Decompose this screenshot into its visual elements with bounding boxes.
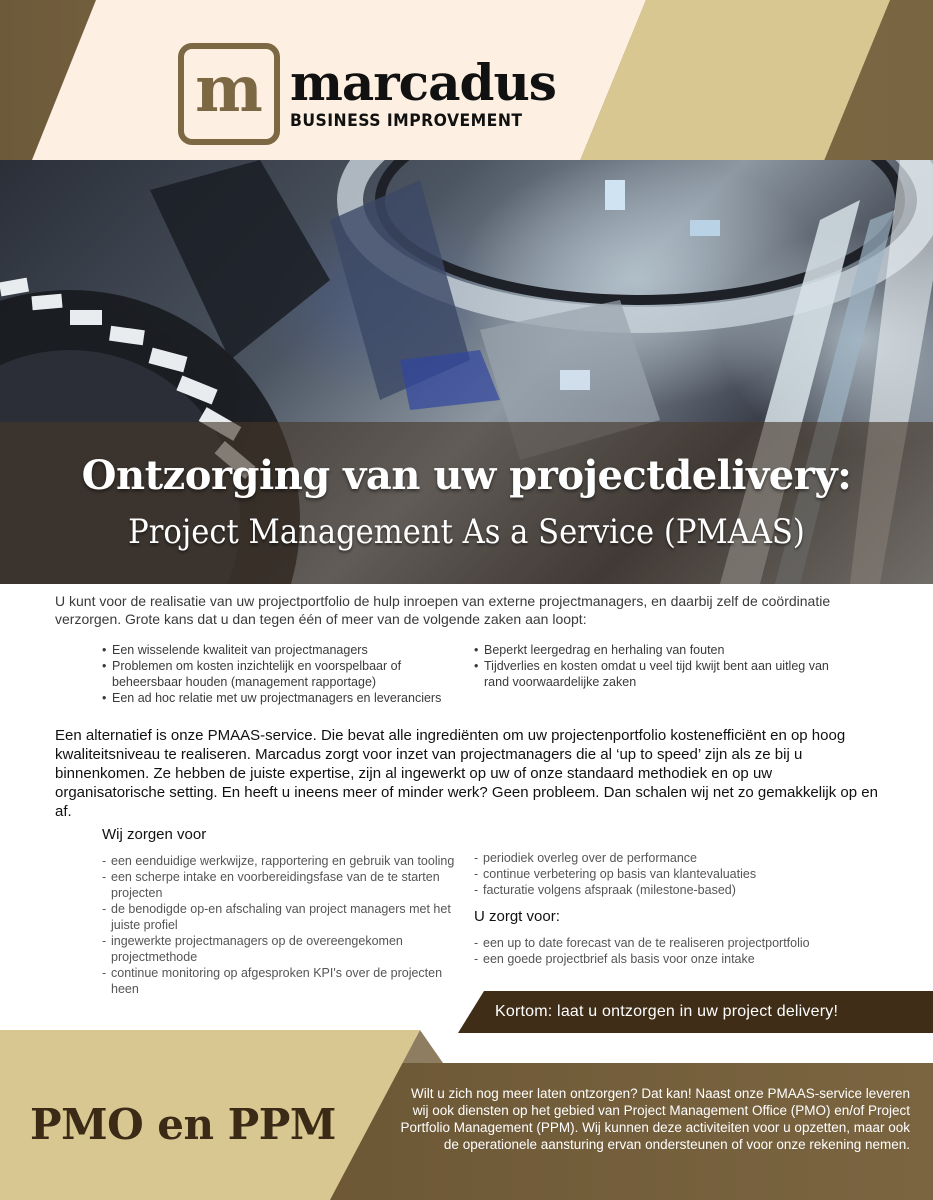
wij-zorgen-list-right	[474, 850, 854, 898]
list-item: - een goede projectbrief als basis voor onze intake	[474, 951, 854, 967]
list-item: - een eenduidige werkwijze, rapportering en gebruik van tooling	[102, 853, 462, 869]
hero-title: Ontzorging van uw projectdelivery:	[81, 452, 852, 499]
list-item: • Een ad hoc relatie met uw projectmanagers en leveranciers	[102, 690, 472, 706]
list-item: • Problemen om kosten inzichtelijk en voorspelbaar of beheersbaar houden (management rapportage)	[102, 658, 472, 690]
hero-subtitle: Project Management As a Service (PMAAS)	[128, 512, 805, 552]
kortom-text: Kortom: laat u ontzorgen in uw project delivery!	[495, 1003, 839, 1020]
list-item: - de benodigde op-en afschaling van project managers met het juiste profiel	[102, 901, 462, 933]
pmo-ppm-title: PMO en PPM	[30, 1100, 336, 1149]
hero-gears-image	[0, 160, 933, 584]
brand-name: marcadus	[290, 53, 556, 112]
problem-list-left	[102, 642, 472, 706]
header-banner	[0, 0, 933, 170]
logo-wordmark	[290, 53, 556, 131]
list-item: - een up to date forecast van de te realiseren projectportfolio	[474, 935, 854, 951]
logo-m-icon: m	[178, 43, 280, 145]
pmo-ppm-paragraph: Wilt u zich nog meer laten ontzorgen? Dat kan! Naast onze PMAAS-service leveren wij ook diensten op het gebied van Project Management Office (PMO) en/of Project Portfolio Management (PPM). Wij kunnen deze activiteiten voor u opzetten, maar ook de operationele aansturing ervan ondersteunen of voor onze rekening nemen.	[400, 1086, 910, 1152]
wij-zorgen-heading: Wij zorgen voor	[102, 826, 207, 843]
list-item: • Een wisselende kwaliteit van projectmanagers	[102, 642, 472, 658]
list-item: • Tijdverlies en kosten omdat u veel tijd kwijt bent aan uitleg van rand voorwaardelijke zaken	[474, 658, 834, 690]
list-item: - een scherpe intake en voorbereidingsfase van de te starten projecten	[102, 869, 462, 901]
wij-zorgen-list-left	[102, 853, 462, 997]
hero-title-band	[0, 422, 933, 584]
list-item: • Beperkt leergedrag en herhaling van fouten	[474, 642, 834, 658]
marcadus-logo	[178, 42, 556, 146]
u-zorgt-list	[474, 935, 854, 967]
brand-tagline: BUSINESS IMPROVEMENT	[290, 111, 523, 131]
intro-paragraph: U kunt voor de realisatie van uw projectportfolio de hulp inroepen van externe projectmanagers, en daarbij zelf de coördinatie verzorgen. Grote kans dat u dan tegen één of meer van de volgende zaken aan loopt:	[55, 593, 831, 627]
problem-list-right	[474, 642, 834, 690]
list-item: - ingewerkte projectmanagers op de overeengekomen projectmethode	[102, 933, 462, 965]
list-item: - periodiek overleg over de performance	[474, 850, 854, 866]
list-item: - continue verbetering op basis van klantevaluaties	[474, 866, 854, 882]
u-zorgt-heading: U zorgt voor:	[474, 908, 560, 925]
alternative-paragraph: Een alternatief is onze PMAAS-service. Die bevat alle ingrediënten om uw projectenportfolio kostenefficiënt en op hoog kwaliteitsniveau te realiseren. Marcadus zorgt voor inzet van projectmanagers die al ‘up to speed’ zijn als ze bij u binnenkomen. Ze hebben de juiste expertise, zijn al ingewerkt op uw of onze standaard methodiek en op uw organisatorische setting. En heeft u ineens meer of minder werk? Geen probleem. Dan schalen wij net zo gemakkelijk op en af.	[55, 727, 878, 820]
list-item: - facturatie volgens afspraak (milestone-based)	[474, 882, 854, 898]
list-item: - continue monitoring op afgesproken KPI's over de projecten heen	[102, 965, 462, 997]
